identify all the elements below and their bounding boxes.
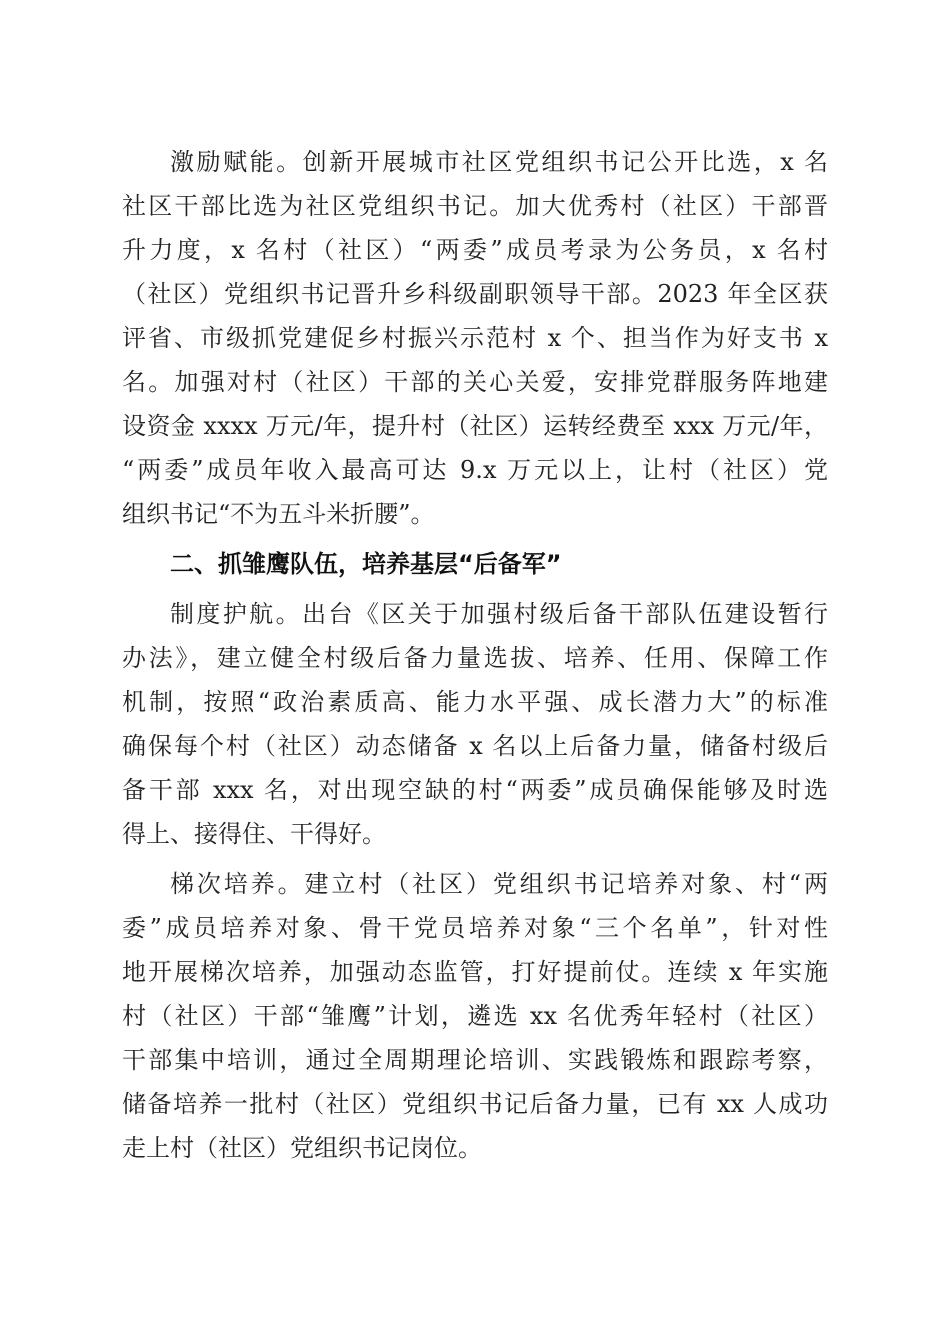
text-line: 梯次培养。建立村（社区）党组织书记培养对象、村“两 [170,870,828,898]
section-heading: 二、抓雏鹰队伍，培养基层“后备军” [170,550,562,578]
text-line: 社区干部比选为社区党组织书记。加大优秀村（社区）干部晋 [122,192,828,220]
text-line: 走上村（社区）党组织书记岗位。 [122,1134,482,1162]
text-line: 干部集中培训，通过全周期理论培训、实践锻炼和跟踪考察， [122,1046,828,1074]
text-line: 储备培养一批村（社区）党组织书记后备力量，已有 xx 人成功 [122,1090,828,1118]
text-line: 设资金 xxxx 万元/年，提升村（社区）运转经费至 xxx 万元/年， [122,412,828,440]
document-body [122,140,828,1170]
text-line: 组织书记“不为五斗米折腰”。 [122,500,435,528]
text-line: 激励赋能。创新开展城市社区党组织书记公开比选，x 名 [170,148,828,176]
text-line: 得上、接得住、干得好。 [122,820,386,848]
paragraph-tiered-training [122,862,828,1170]
text-line: 确保每个村（社区）动态储备 x 名以上后备力量，储备村级后 [122,732,828,760]
text-line: 委”成员培养对象、骨干党员培养对象“三个名单”，针对性 [122,914,828,942]
text-line: 名。加强对村（社区）干部的关心关爱，安排党群服务阵地建 [122,368,828,396]
text-line: 地开展梯次培养，加强动态监管，打好提前仗。连续 x 年实施 [122,958,828,986]
text-line: 评省、市级抓党建促乡村振兴示范村 x 个、担当作为好支书 x [122,324,828,352]
paragraph-incentive [122,140,828,536]
text-line: 村（社区）干部“雏鹰”计划，遴选 xx 名优秀年轻村（社区） [122,1002,828,1030]
text-line: （社区）党组织书记晋升乡科级副职领导干部。2023 年全区获 [122,280,828,308]
text-line: “两委”成员年收入最高可达 9.x 万元以上，让村（社区）党 [122,456,828,484]
text-line: 备干部 xxx 名，对出现空缺的村“两委”成员确保能够及时选 [122,776,828,804]
text-line: 办法》，建立健全村级后备力量选拔、培养、任用、保障工作 [122,644,828,672]
text-line: 制度护航。出台《区关于加强村级后备干部队伍建设暂行 [170,600,828,628]
text-line: 机制，按照“政治素质高、能力水平强、成长潜力大”的标准 [122,688,828,716]
text-line: 升力度，x 名村（社区）“两委”成员考录为公务员，x 名村 [122,236,828,264]
paragraph-system-guard [122,592,828,856]
